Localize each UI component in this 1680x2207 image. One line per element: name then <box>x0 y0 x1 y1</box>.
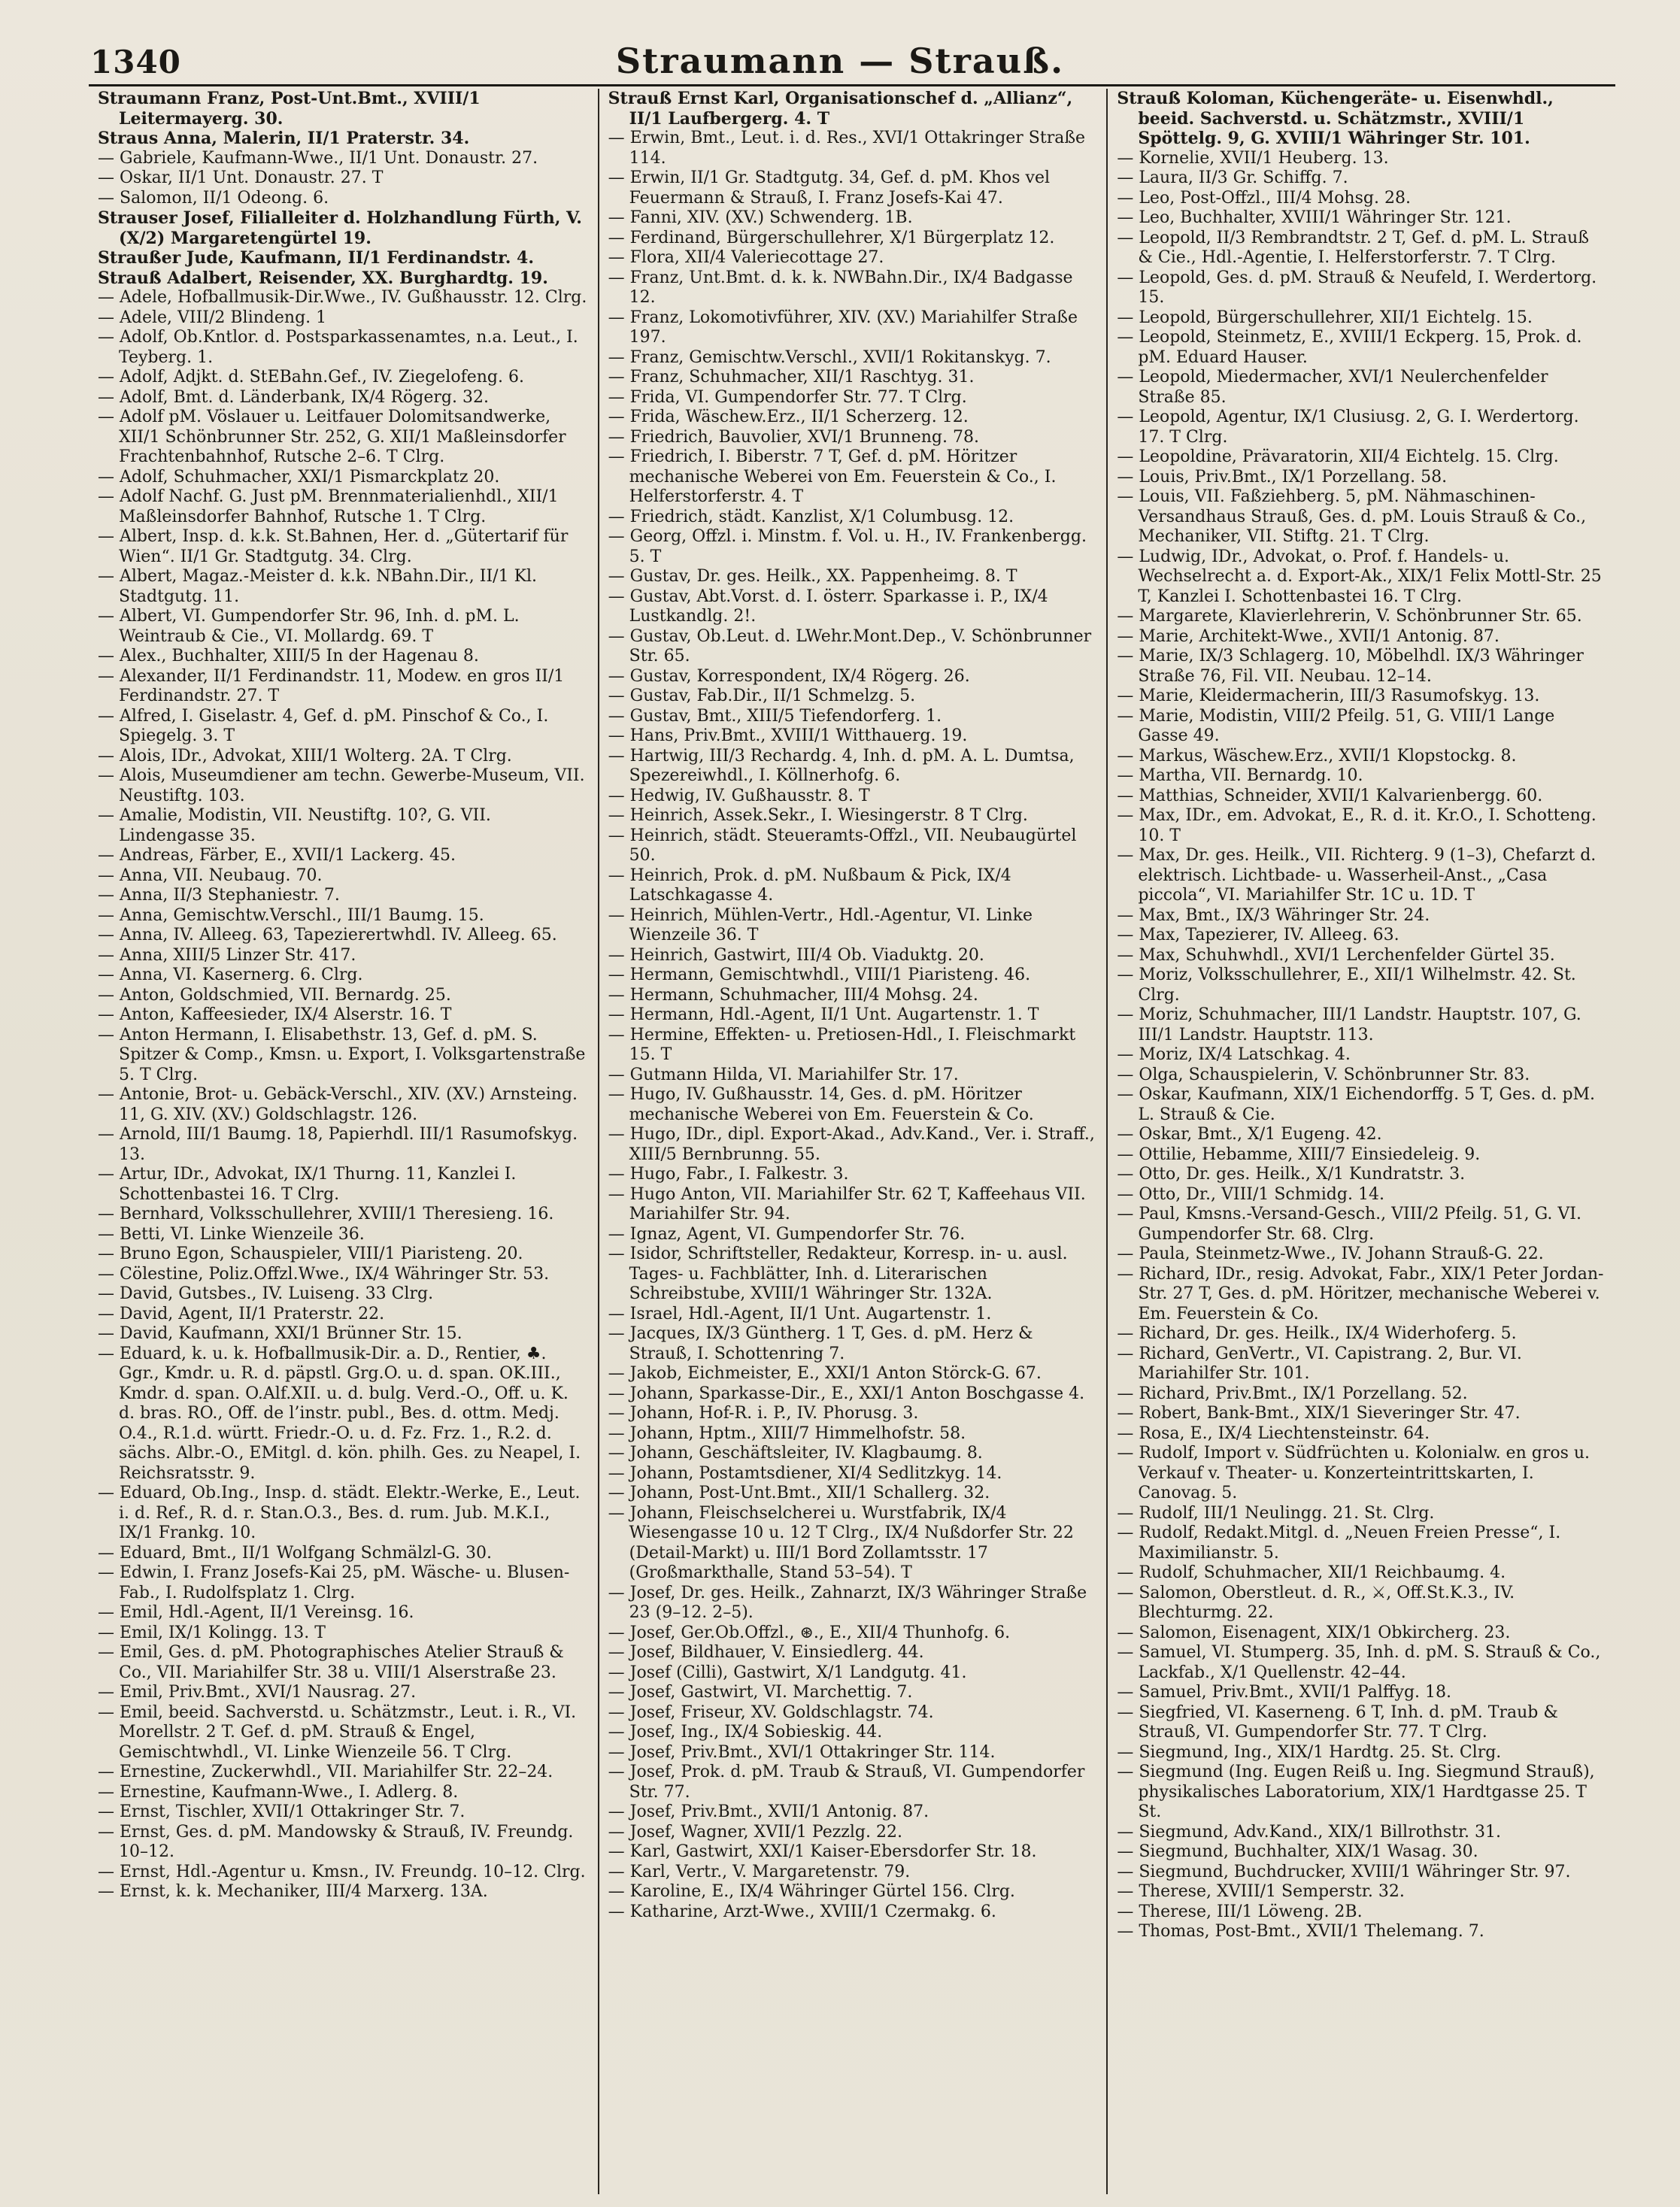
column-right <box>1106 89 1615 2194</box>
directory-entry: — Josef (Cilli), Gastwirt, X/1 Landgutg. 41. <box>608 1663 967 1682</box>
directory-entry: — Eduard, Ob.Ing., Insp. d. städt. Elektr.-Werke, E., Leut. i. d. Ref., R. d. r. Stan.O.3., Bes. d. rum. Jub. M.K.I., IX/1 Frankg. 10. <box>98 1484 581 1542</box>
directory-entry: — Frida, Wäschew.Erz., II/1 Scherzerg. 12. <box>608 408 969 426</box>
directory-entry: — Olga, Schauspielerin, V. Schönbrunner Str. 83. <box>1117 1065 1530 1084</box>
directory-entry: — Josef, Ing., IX/4 Sobieskig. 44. <box>608 1723 883 1742</box>
directory-entry: — Leopold, Miedermacher, XVI/1 Neulerchenfelder Straße 85. <box>1117 368 1548 407</box>
directory-entry: — Siegmund, Ing., XIX/1 Hardtg. 25. St. Clrg. <box>1117 1742 1502 1762</box>
directory-entry: Straumann Franz, Post-Unt.Bmt., XVIII/1 Leitermayerg. 30. <box>98 89 481 129</box>
directory-entry: — Ernst, k. k. Mechaniker, III/4 Marxerg. 13A. <box>98 1882 488 1901</box>
directory-entry: — Rudolf, Schuhmacher, XII/1 Reichbaumg. 4. <box>1117 1563 1506 1582</box>
directory-entry: — Georg, Offzl. i. Minstm. f. Vol. u. H., IV. Frankenbergg. 5. T <box>608 527 1087 566</box>
directory-entry: — Ignaz, Agent, VI. Gumpendorfer Str. 76. <box>608 1224 966 1244</box>
directory-entry: — Leopold, Agentur, IX/1 Clusiusg. 2, G. I. Werdertorg. 17. T Clrg. <box>1117 408 1579 447</box>
directory-entry: — Andreas, Färber, E., XVII/1 Lackerg. 45. <box>98 846 456 865</box>
directory-entry: — Richard, IDr., resig. Advokat, Fabr., XIX/1 Peter Jordan-Str. 27 T, Ges. d. pM. Höritzer, mechanische Weberei v. Em. Feuerstein & Co. <box>1117 1264 1604 1323</box>
directory-entry: — Johann, Hptm., XIII/7 Himmelhofstr. 58. <box>608 1423 966 1443</box>
directory-entry: — Eduard, k. u. k. Hofballmusik-Dir. a. D., Rentier, ♣. Ggr., Kmdr. u. R. d. päpstl. Grg.O. u. d. span. OK.III., Kmdr. d. span. O.Alf.XII. u. d. bulg. Verd.-O., Off. u. K. d. bras. RO., Off. de l’instr. publ., Bes. d. ottm. Medj. O.4., R.1.d. württ. Friedr.-O. u. d. Fz. Frz. 1., R.2. d. sächs. Albr.-O., EMitgl. d. kön. philh. Ges. zu Neapel, I. Reichsratsstr. 9. <box>98 1344 581 1483</box>
directory-entry: — Salomon, Eisenagent, XIX/1 Obkircherg. 23. <box>1117 1623 1511 1642</box>
directory-entry: — Leopold, II/3 Rembrandtstr. 2 T, Gef. d. pM. L. Strauß & Cie., Hdl.-Agentie, I. Helferstorferstr. 7. T Clrg. <box>1117 228 1589 267</box>
directory-entry: — Gustav, Dr. ges. Heilk., XX. Pappenheimg. 8. T <box>608 567 1017 586</box>
directory-entry: — Anna, XIII/5 Linzer Str. 417. <box>98 945 356 965</box>
directory-entry: — Thomas, Post-Bmt., XVII/1 Thelemang. 7. <box>1117 1922 1484 1941</box>
page-header <box>0 0 1680 90</box>
directory-entry: — Siegmund, Buchdrucker, XVIII/1 Währinger Str. 97. <box>1117 1862 1571 1881</box>
directory-entry: — Johann, Geschäftsleiter, IV. Klagbaumg. 8. <box>608 1444 983 1463</box>
directory-entry: — Marie, IX/3 Schlagerg. 10, Möbelhdl. IX/3 Währinger Straße 76, Fil. VII. Neubau. 12–14. <box>1117 647 1584 686</box>
directory-entry: — Jacques, IX/3 Güntherg. 1 T, Ges. d. pM. Herz & Strauß, I. Schottenring 7. <box>608 1324 1033 1363</box>
directory-entry: — Hugo, Fabr., I. Falkestr. 3. <box>608 1165 849 1184</box>
header-rule <box>89 84 1615 86</box>
directory-entry: — Heinrich, Assek.Sekr., I. Wiesingerstr. 8 T Clrg. <box>608 806 1028 825</box>
directory-entry: — Edwin, I. Franz Josefs-Kai 25, pM. Wäsche- u. Blusen-Fab., I. Rudolfsplatz 1. Clrg. <box>98 1563 570 1602</box>
directory-entry: — Gustav, Abt.Vorst. d. I. österr. Sparkasse i. P., IX/4 Lustkandlg. 2!. <box>608 587 1048 626</box>
directory-entry: — Karoline, E., IX/4 Währinger Gürtel 156. Clrg. <box>608 1882 1015 1901</box>
directory-entry: — Moriz, IX/4 Latschkag. 4. <box>1117 1045 1351 1064</box>
directory-entry: — Alfred, I. Giselastr. 4, Gef. d. pM. Pinschof & Co., I. Spiegelg. 3. T <box>98 706 549 745</box>
directory-entry: — Siegfried, VI. Kaserneng. 6 T, Inh. d. pM. Traub & Strauß, VI. Gumpendorfer Str. 77. T Clrg. <box>1117 1702 1558 1742</box>
directory-entry: — Heinrich, städt. Steueramts-Offzl., VII. Neubaugürtel 50. <box>608 826 1077 865</box>
directory-entry: — Louis, VII. Faßziehberg. 5, pM. Nähmaschinen-Versandhaus Strauß, Ges. d. pM. Louis Strauß & Co., Mechaniker, VII. Stiftg. 21. T Clrg. <box>1117 487 1587 546</box>
directory-entry: — Hermine, Effekten- u. Pretiosen-Hdl., I. Fleischmarkt 15. T <box>608 1025 1076 1064</box>
directory-entry: — Rudolf, Import v. Südfrüchten u. Kolonialw. en gros u. Verkauf v. Theater- u. Konzerteintrittskarten, I. Canovag. 5. <box>1117 1444 1591 1502</box>
directory-entry: — Karl, Gastwirt, XXI/1 Kaiser-Ebersdorfer Str. 18. <box>608 1842 1037 1861</box>
directory-entry: — Antonie, Brot- u. Gebäck-Verschl., XIV. (XV.) Arnsteing. 11, G. XIV. (XV.) Goldschlagstr. 126. <box>98 1085 578 1124</box>
directory-entry: — Josef, Prok. d. pM. Traub & Strauß, VI. Gumpendorfer Str. 77. <box>608 1763 1085 1802</box>
directory-entry: — Friedrich, I. Biberstr. 7 T, Gef. d. pM. Höritzer mechanische Weberei von Em. Feuerstein & Co., I. Helferstorferstr. 4. T <box>608 447 1057 506</box>
directory-entry: — Gabriele, Kaufmann-Wwe., II/1 Unt. Donaustr. 27. <box>98 148 538 168</box>
directory-entry: — Adolf Nachf. G. Just pM. Brennmaterialienhdl., XII/1 Maßleinsdorfer Bahnhof, Rutsche 1. T Clrg. <box>98 487 559 526</box>
page-number: 1340 <box>90 44 181 80</box>
directory-entry: — Adolf, Schuhmacher, XXI/1 Pismarckplatz 20. <box>98 467 500 487</box>
directory-entry: — Alexander, II/1 Ferdinandstr. 11, Modew. en gros II/1 Ferdinandstr. 27. T <box>98 666 565 705</box>
directory-entry: — Johann, Fleischselcherei u. Wurstfabrik, IX/4 Wiesengasse 10 u. 12 T Clrg., IX/4 Nußdorfer Str. 22 (Detail-Markt) u. III/1 Bord Zollamtsstr. 17 (Großmarkthalle, Stand 53–54). T <box>608 1503 1074 1582</box>
directory-entry: — Siegmund, Adv.Kand., XIX/1 Billrothstr. 31. <box>1117 1822 1502 1842</box>
directory-entry: — Arnold, III/1 Baumg. 18, Papierhdl. III/1 Rasumofskyg. 13. <box>98 1125 578 1164</box>
directory-entry: — Max, Bmt., IX/3 Währinger Str. 24. <box>1117 905 1430 925</box>
directory-entry: — Richard, Dr. ges. Heilk., IX/4 Widerhoferg. 5. <box>1117 1324 1517 1343</box>
directory-entry: — Johann, Hof-R. i. P., IV. Phorusg. 3. <box>608 1404 919 1423</box>
directory-entry: — Emil, beeid. Sachverstd. u. Schätzmstr., Leut. i. R., VI. Morellstr. 2 T. Gef. d. pM. Strauß & Engel, Gemischtwhdl., VI. Linke Wienzeile 56. T Clrg. <box>98 1702 577 1762</box>
directory-entry: — Franz, Unt.Bmt. d. k. k. NWBahn.Dir., IX/4 Badgasse 12. <box>608 268 1073 307</box>
directory-entry: — Eduard, Bmt., II/1 Wolfgang Schmälzl-G. 30. <box>98 1543 493 1563</box>
directory-entry: — Anton, Goldschmied, VII. Bernardg. 25. <box>98 985 451 1005</box>
directory-entry: — Erwin, Bmt., Leut. i. d. Res., XVI/1 Ottakringer Straße 114. <box>608 129 1086 168</box>
directory-entry: — Ernst, Hdl.-Agentur u. Kmsn., IV. Freundg. 10–12. Clrg. <box>98 1862 586 1881</box>
directory-entry: — Rudolf, Redakt.Mitgl. d. „Neuen Freien Presse“, I. Maximilianstr. 5. <box>1117 1523 1561 1563</box>
directory-entry: Strauser Josef, Filialleiter d. Holzhandlung Fürth, V. (X/2) Margaretengürtel 19. <box>98 208 582 248</box>
directory-entry: — Hermann, Hdl.-Agent, II/1 Unt. Augartenstr. 1. T <box>608 1005 1039 1024</box>
directory-entry: — Alex., Buchhalter, XIII/5 In der Hagenau 8. <box>98 647 479 665</box>
directory-entry: — Franz, Gemischtw.Verschl., XVII/1 Rokitanskyg. 7. <box>608 347 1051 367</box>
directory-entry: — Anton Hermann, I. Elisabethstr. 13, Gef. d. pM. S. Spitzer & Comp., Kmsn. u. Export, I. Volksgartenstraße 5. T Clrg. <box>98 1025 586 1084</box>
directory-entry: — Karl, Vertr., V. Margaretenstr. 79. <box>608 1862 911 1881</box>
directory-entry: — Max, Dr. ges. Heilk., VII. Richterg. 9 (1–3), Chefarzt d. elektrisch. Lichtbade- u. Wasserheil-Anst., „Casa piccola“, VI. Mariahilfer Str. 1C u. 1D. T <box>1117 846 1597 905</box>
directory-entry: — Gustav, Korrespondent, IX/4 Rögerg. 26. <box>608 666 970 686</box>
directory-entry: — Leo, Buchhalter, XVIII/1 Währinger Str. 121. <box>1117 208 1512 227</box>
directory-entry: — Hermann, Gemischtwhdl., VIII/1 Piaristeng. 46. <box>608 966 1031 984</box>
directory-entry: — Leopold, Ges. d. pM. Strauß & Neufeld, I. Werdertorg. 15. <box>1117 268 1597 307</box>
directory-entry: — David, Kaufmann, XXI/1 Brünner Str. 15. <box>98 1324 462 1343</box>
directory-entry: — Ernst, Tischler, XVII/1 Ottakringer Str. 7. <box>98 1802 465 1821</box>
directory-entry: — Otto, Dr. ges. Heilk., X/1 Kundratstr. 3. <box>1117 1165 1466 1184</box>
directory-entry: — Martha, VII. Bernardg. 10. <box>1117 766 1363 785</box>
directory-entry: — Emil, Hdl.-Agent, II/1 Vereinsg. 16. <box>98 1603 414 1622</box>
directory-entry: — Robert, Bank-Bmt., XIX/1 Sieveringer Str. 47. <box>1117 1404 1521 1423</box>
directory-entry: — Adele, VIII/2 Blindeng. 1 <box>98 308 327 327</box>
directory-entry: — Cölestine, Poliz.Offzl.Wwe., IX/4 Währinger Str. 53. <box>98 1264 550 1284</box>
directory-entry: — Franz, Schuhmacher, XII/1 Raschtyg. 31. <box>608 368 975 387</box>
directory-entry: — Samuel, Priv.Bmt., XVII/1 Palffyg. 18. <box>1117 1683 1452 1702</box>
directory-entry: — Heinrich, Mühlen-Vertr., Hdl.-Agentur, VI. Linke Wienzeile 36. T <box>608 905 1033 944</box>
directory-entry: — Emil, Ges. d. pM. Photographisches Atelier Strauß & Co., VII. Mariahilfer Str. 38 u. VIII/1 Alserstraße 23. <box>98 1643 564 1682</box>
directory-entry: — Leopold, Bürgerschullehrer, XII/1 Eichtelg. 15. <box>1117 308 1533 327</box>
directory-columns <box>89 89 1615 2194</box>
directory-entry: — Hans, Priv.Bmt., XVIII/1 Witthauerg. 19. <box>608 726 968 745</box>
column-middle <box>598 89 1107 2194</box>
directory-entry: Strauß Ernst Karl, Organisationschef d. „Allianz“, II/1 Laufbergerg. 4. T <box>608 89 1073 129</box>
directory-entry: — Alois, IDr., Advokat, XIII/1 Wolterg. 2A. T Clrg. <box>98 746 512 765</box>
directory-entry: — Albert, Insp. d. k.k. St.Bahnen, Her. d. „Gütertarif für Wien“. II/1 Gr. Stadtgutg. 34. Clrg. <box>98 527 569 566</box>
directory-entry: — Samuel, VI. Stumperg. 35, Inh. d. pM. S. Strauß & Co., Lackfab., X/1 Quellenstr. 42–44. <box>1117 1643 1601 1682</box>
directory-entry: — Josef, Wagner, XVII/1 Pezzlg. 22. <box>608 1822 902 1842</box>
directory-entry: — Friedrich, Bauvolier, XVI/1 Brunneng. 78. <box>608 427 979 447</box>
directory-entry: — Josef, Bildhauer, V. Einsiedlerg. 44. <box>608 1643 924 1662</box>
directory-entry: — Ernestine, Zuckerwhdl., VII. Mariahilfer Str. 22–24. <box>98 1763 553 1781</box>
directory-entry: — Hermann, Schuhmacher, III/4 Mohsg. 24. <box>608 985 978 1005</box>
directory-entry: — Isidor, Schriftsteller, Redakteur, Korresp. in- u. ausl. Tages- u. Fachblätter, Inh. d. Literarischen Schreibstube, XVIII/1 Währinger Str. 132A. <box>608 1244 1068 1303</box>
directory-entry: — Hartwig, III/3 Rechardg. 4, Inh. d. pM. A. L. Dumtsa, Spezereiwhdl., I. Köllnerhofg. 6. <box>608 746 1075 785</box>
directory-entry: Strauß Adalbert, Reisender, XX. Burghardtg. 19. <box>98 268 548 288</box>
directory-entry: — Emil, IX/1 Kolingg. 13. T <box>98 1623 326 1642</box>
directory-entry: — Johann, Sparkasse-Dir., E., XXI/1 Anton Boschgasse 4. <box>608 1384 1085 1403</box>
directory-entry: — Max, Schuhwhdl., XVI/1 Lerchenfelder Gürtel 35. <box>1117 945 1555 965</box>
directory-entry: — Jakob, Eichmeister, E., XXI/1 Anton Störck-G. 67. <box>608 1364 1042 1383</box>
directory-entry: — Israel, Hdl.-Agent, II/1 Unt. Augartenstr. 1. <box>608 1304 992 1323</box>
column-left <box>89 89 598 2194</box>
directory-entry: — Flora, XII/4 Valeriecottage 27. <box>608 248 884 267</box>
directory-entry: — Bruno Egon, Schauspieler, VIII/1 Piaristeng. 20. <box>98 1244 523 1263</box>
directory-entry: — Anna, Gemischtw.Verschl., III/1 Baumg. 15. <box>98 905 484 925</box>
directory-entry: — Ernst, Ges. d. pM. Mandowsky & Strauß, IV. Freundg. 10–12. <box>98 1822 574 1861</box>
directory-entry: — Hugo, IDr., dipl. Export-Akad., Adv.Kand., Ver. i. Straff., XIII/5 Bernbrunng. 55. <box>608 1125 1095 1164</box>
directory-entry: — Josef, Priv.Bmt., XVII/1 Antonig. 87. <box>608 1802 929 1821</box>
directory-entry: — Friedrich, städt. Kanzlist, X/1 Columbusg. 12. <box>608 507 1014 526</box>
directory-entry: — Hedwig, IV. Gußhausstr. 8. T <box>608 786 870 805</box>
directory-entry: — Richard, GenVertr., VI. Capistrang. 2, Bur. VI. Mariahilfer Str. 101. <box>1117 1344 1522 1383</box>
running-head: Straumann — Strauß. <box>615 41 1065 81</box>
directory-entry: — Frida, VI. Gumpendorfer Str. 77. T Clrg. <box>608 387 967 407</box>
directory-entry: — Amalie, Modistin, VII. Neustiftg. 10?, G. VII. Lindengasse 35. <box>98 806 491 845</box>
directory-entry: — Adolf pM. Vöslauer u. Leitfauer Dolomitsandwerke, XII/1 Schönbrunner Str. 252, G. XII/1 Maßleinsdorfer Frachtenbahnhof, Rutsche 2–6. T Clrg. <box>98 408 566 466</box>
directory-entry: — Adolf, Adjkt. d. StEBahn.Gef., IV. Ziegelofeng. 6. <box>98 368 524 387</box>
directory-entry: — Anna, IV. Alleeg. 63, Tapezierertwhdl. IV. Alleeg. 65. <box>98 926 557 944</box>
directory-entry: — Laura, II/3 Gr. Schiffg. 7. <box>1117 168 1348 187</box>
directory-entry: — Salomon, II/1 Odeong. 6. <box>98 188 329 208</box>
directory-entry: — Heinrich, Gastwirt, III/4 Ob. Viaduktg. 20. <box>608 945 984 965</box>
directory-entry: — Marie, Kleidermacherin, III/3 Rasumofskyg. 13. <box>1117 687 1540 705</box>
directory-entry: — Moriz, Schuhmacher, III/1 Landstr. Hauptstr. 107, G. III/1 Landstr. Hauptstr. 113. <box>1117 1005 1581 1044</box>
directory-entry: — Artur, IDr., Advokat, IX/1 Thurng. 11, Kanzlei I. Schottenbastei 16. T Clrg. <box>98 1165 517 1204</box>
directory-entry: — Adolf, Ob.Kntlor. d. Postsparkassenamtes, n.a. Leut., I. Teyberg. 1. <box>98 328 578 367</box>
directory-entry: — David, Agent, II/1 Praterstr. 22. <box>98 1304 385 1323</box>
directory-entry: — Siegmund, Buchhalter, XIX/1 Wasag. 30. <box>1117 1842 1478 1861</box>
directory-entry: — Josef, Ger.Ob.Offzl., ⊛., E., XII/4 Thunhofg. 6. <box>608 1623 1011 1642</box>
directory-entry: — Rudolf, III/1 Neulingg. 21. St. Clrg. <box>1117 1503 1435 1523</box>
directory-entry: — Josef, Gastwirt, VI. Marchettig. 7. <box>608 1683 913 1702</box>
directory-entry: — Josef, Priv.Bmt., XVI/1 Ottakringer Str. 114. <box>608 1742 996 1762</box>
directory-entry: — Paul, Kmsns.-Versand-Gesch., VIII/2 Pfeilg. 51, G. VI. Gumpendorfer Str. 68. Clrg. <box>1117 1205 1581 1244</box>
directory-entry: — Paula, Steinmetz-Wwe., IV. Johann Strauß-G. 22. <box>1117 1244 1544 1263</box>
directory-entry: — Marie, Modistin, VIII/2 Pfeilg. 51, G. VIII/1 Lange Gasse 49. <box>1117 706 1555 745</box>
directory-entry: — Anna, VI. Kasernerg. 6. Clrg. <box>98 966 363 984</box>
directory-entry: — David, Gutsbes., IV. Luiseng. 33 Clrg. <box>98 1284 434 1303</box>
directory-entry: — Ottilie, Hebamme, XIII/7 Einsiedeleig. 9. <box>1117 1144 1481 1164</box>
directory-entry: — Bernhard, Volksschullehrer, XVIII/1 Theresieng. 16. <box>98 1205 554 1223</box>
directory-entry: — Hugo, IV. Gußhausstr. 14, Ges. d. pM. Höritzer mechanische Weberei von Em. Feuerstein & Co. <box>608 1085 1034 1124</box>
directory-entry: — Alois, Museumdiener am techn. Gewerbe-Museum, VII. Neustiftg. 103. <box>98 766 585 805</box>
directory-entry: — Anna, VII. Neubaug. 70. <box>98 866 323 885</box>
directory-entry: — Marie, Architekt-Wwe., XVII/1 Antonig. 87. <box>1117 626 1500 646</box>
directory-entry: — Oskar, II/1 Unt. Donaustr. 27. T <box>98 168 384 187</box>
directory-entry: — Johann, Postamtsdiener, XI/4 Sedlitzkyg. 14. <box>608 1463 1002 1483</box>
directory-entry: — Adele, Hofballmusik-Dir.Wwe., IV. Gußhausstr. 12. Clrg. <box>98 288 587 307</box>
directory-entry: — Adolf, Bmt. d. Länderbank, IX/4 Rögerg. 32. <box>98 387 489 407</box>
directory-entry: — Erwin, II/1 Gr. Stadtgutg. 34, Gef. d. pM. Khos vel Feuermann & Strauß, I. Franz Josefs-Kai 47. <box>608 168 1051 208</box>
directory-entry: — Emil, Priv.Bmt., XVI/1 Nausrag. 27. <box>98 1683 417 1702</box>
directory-entry: — Matthias, Schneider, XVII/1 Kalvarienbergg. 60. <box>1117 786 1543 805</box>
directory-entry: — Gutmann Hilda, VI. Mariahilfer Str. 17. <box>608 1065 959 1084</box>
directory-entry: — Anna, II/3 Stephaniestr. 7. <box>98 886 340 905</box>
directory-entry: — Oskar, Kaufmann, XIX/1 Eichendorffg. 5 T, Ges. d. pM. L. Strauß & Cie. <box>1117 1085 1596 1124</box>
directory-entry: — Rosa, E., IX/4 Liechtensteinstr. 64. <box>1117 1423 1430 1443</box>
directory-entry: — Margarete, Klavierlehrerin, V. Schönbrunner Str. 65. <box>1117 607 1582 626</box>
directory-entry: — Max, IDr., em. Advokat, E., R. d. it. Kr.O., I. Schotteng. 10. T <box>1117 806 1597 845</box>
directory-entry: — Leopold, Steinmetz, E., XVIII/1 Eckperg. 15, Prok. d. pM. Eduard Hauser. <box>1117 328 1582 367</box>
directory-entry: — Betti, VI. Linke Wienzeile 36. <box>98 1224 365 1244</box>
directory-entry: — Gustav, Fab.Dir., II/1 Schmelzg. 5. <box>608 687 916 705</box>
directory-entry: — Kornelie, XVII/1 Heuberg. 13. <box>1117 148 1389 168</box>
directory-entry: — Katharine, Arzt-Wwe., XVIII/1 Czermakg. 6. <box>608 1902 996 1921</box>
directory-entry: — Siegmund (Ing. Eugen Reiß u. Ing. Siegmund Strauß), physikalisches Laboratorium, XIX/1 Hardtgasse 25. T St. <box>1117 1763 1595 1821</box>
directory-entry: — Markus, Wäschew.Erz., XVII/1 Klopstockg. 8. <box>1117 746 1517 765</box>
directory-entry: — Max, Tapezierer, IV. Alleeg. 63. <box>1117 926 1399 944</box>
directory-entry: — Fanni, XIV. (XV.) Schwenderg. 1B. <box>608 208 913 227</box>
directory-entry: — Oskar, Bmt., X/1 Eugeng. 42. <box>1117 1125 1382 1144</box>
directory-entry: — Albert, Magaz.-Meister d. k.k. NBahn.Dir., II/1 Kl. Stadtgutg. 11. <box>98 567 538 606</box>
directory-entry: — Salomon, Oberstleut. d. R., ⚔, Off.St.K.3., IV. Blechturmg. 22. <box>1117 1583 1515 1622</box>
directory-entry: — Ferdinand, Bürgerschullehrer, X/1 Bürgerplatz 12. <box>608 228 1055 247</box>
directory-entry: — Leopoldine, Prävaratorin, XII/4 Eichtelg. 15. Clrg. <box>1117 447 1559 466</box>
directory-entry: — Hugo Anton, VII. Mariahilfer Str. 62 T, Kaffeehaus VII. Mariahilfer Str. 94. <box>608 1184 1086 1223</box>
directory-entry: — Otto, Dr., VIII/1 Schmidg. 14. <box>1117 1184 1384 1204</box>
directory-entry: — Anton, Kaffeesieder, IX/4 Alserstr. 16. T <box>98 1005 452 1024</box>
directory-entry: Straußer Jude, Kaufmann, II/1 Ferdinandstr. 4. <box>98 248 534 268</box>
directory-entry: Straus Anna, Malerin, II/1 Praterstr. 34. <box>98 129 470 148</box>
directory-entry: — Albert, VI. Gumpendorfer Str. 96, Inh. d. pM. L. Weintraub & Cie., VI. Mollardg. 69. T <box>98 607 520 646</box>
directory-entry: — Therese, XVIII/1 Semperstr. 32. <box>1117 1882 1405 1901</box>
directory-entry: — Richard, Priv.Bmt., IX/1 Porzellang. 52. <box>1117 1384 1468 1403</box>
directory-entry: — Leo, Post-Offzl., III/4 Mohsg. 28. <box>1117 188 1411 208</box>
directory-entry: — Louis, Priv.Bmt., IX/1 Porzellang. 58. <box>1117 467 1448 487</box>
directory-entry: — Ludwig, IDr., Advokat, o. Prof. f. Handels- u. Wechselrecht a. d. Export-Ak., XIX/1 Felix Mottl-Str. 25 T, Kanzlei I. Schottenbastei 16. T Clrg. <box>1117 547 1602 606</box>
directory-entry: — Gustav, Bmt., XIII/5 Tiefendorferg. 1. <box>608 706 942 726</box>
directory-entry: — Franz, Lokomotivführer, XIV. (XV.) Mariahilfer Straße 197. <box>608 308 1078 347</box>
directory-entry: — Gustav, Ob.Leut. d. LWehr.Mont.Dep., V. Schönbrunner Str. 65. <box>608 626 1092 665</box>
directory-entry: — Heinrich, Prok. d. pM. Nußbaum & Pick, IX/4 Latschkagasse 4. <box>608 866 1011 905</box>
directory-entry: Strauß Koloman, Küchengeräte- u. Eisenwhdl., beeid. Sachverstd. u. Schätzmstr., XVIII/1 Spöttelg. 9, G. XVIII/1 Währinger Str. 101. <box>1117 89 1554 148</box>
directory-entry: — Therese, III/1 Löweng. 2B. <box>1117 1902 1363 1921</box>
directory-entry: — Johann, Post-Unt.Bmt., XII/1 Schallerg. 32. <box>608 1484 990 1502</box>
directory-entry: — Josef, Dr. ges. Heilk., Zahnarzt, IX/3 Währinger Straße 23 (9–12. 2–5). <box>608 1583 1087 1622</box>
directory-entry: — Moriz, Volksschullehrer, E., XII/1 Wilhelmstr. 42. St. Clrg. <box>1117 966 1576 1005</box>
directory-entry: — Ernestine, Kaufmann-Wwe., I. Adlerg. 8. <box>98 1782 459 1802</box>
directory-entry: — Josef, Friseur, XV. Goldschlagstr. 74. <box>608 1702 934 1722</box>
